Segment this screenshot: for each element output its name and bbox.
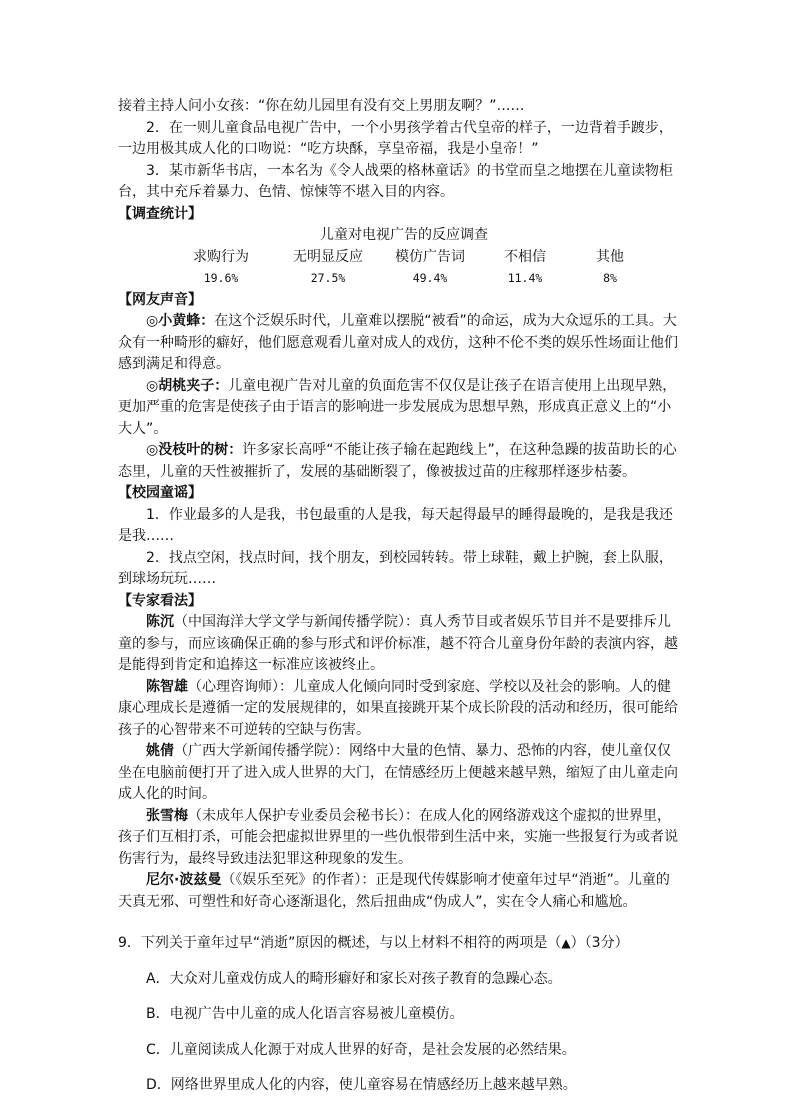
question-stem-text: 9．下列关于童年过早“消逝”原因的概述，与以上材料不相符的两项是（ xyxy=(118,935,562,951)
survey-label: 其他 xyxy=(596,248,624,265)
question-score: ）（3分） xyxy=(570,935,629,951)
expert-text: （广西大学新闻传播学院）：网络中大量的色情、暴力、恐怖的内容，使儿童仅仅坐在电脑前便打开了进入成人世界的大门，在情感经历上便越来越早熟，缩短了由儿童走向成人化的时间。 xyxy=(118,743,678,802)
intro-line: 接着主持人问小女孩：“你在幼儿园里有没有交上男朋友啊？”…… xyxy=(118,98,525,114)
survey-heading: 【调查统计】 xyxy=(118,205,202,222)
expert-opinion xyxy=(118,612,678,677)
expert-text: （心理咨询师）：儿童成人化倾向同时受到家庭、学校以及社会的影响。人的健康心理成长是遵循一定的发展规律的，如果直接跳开某个成长阶段的活动和经历，很可能给孩子的心智带来不可逆转的空缺与伤害。 xyxy=(118,678,678,738)
survey-value: 11.4% xyxy=(507,271,543,285)
survey-value: 8% xyxy=(603,271,617,285)
case-2: 2．在一则儿童食品电视广告中，一个小男孩学着古代皇帝的样子，一边背着手踱步，一边用极其成人化的口吻说：“吃方块酥，享皇帝福，我是小皇帝！” xyxy=(118,119,673,157)
netizen-comment xyxy=(118,440,678,483)
netizen-name: ◎没枝叶的树： xyxy=(146,442,243,458)
netizen-text: 儿童电视广告对儿童的负面危害不仅仅是让孩子在语言使用上出现早熟，更加严重的危害是使孩子由于语言的影响进一步发展成为思想早熟，形成真正意义上的“小大人”。 xyxy=(118,377,677,437)
rhyme-item: 1．作业最多的人是我，书包最重的人是我，每天起得最早的睡得最晚的，是我是我还是我…… xyxy=(118,506,673,544)
netizens-heading: 【网友声音】 xyxy=(118,291,202,308)
survey-value: 49.4% xyxy=(412,271,448,285)
expert-text: （未成年人保护专业委员会秘书长）：在成人化的网络游戏这个虚拟的世界里，孩子们互相打杀，可能会把虚拟世界里的一些仇恨带到生活中来，实施一些报复行为或者说伤害行为，最终导致违法犯罪这种现象的发生。 xyxy=(118,807,678,867)
document-page xyxy=(118,96,678,1111)
expert-name: 张雪梅 xyxy=(146,807,188,824)
expert-text: （中国海洋大学文学与新闻传播学院）：真人秀节目或者娱乐节目并不是要排斥儿童的参与，而应该确保正确的参与形式和评价标准，越不符合儿童身份年龄的表演内容，越是能得到肯定和追捧这一标准应该被终止。 xyxy=(118,614,678,673)
survey-value: 27.5% xyxy=(310,271,346,285)
rhyme-item: 2．找点空闲，找点时间，找个朋友，到校园转转。带上球鞋，戴上护腕，套上队服，到球场玩玩…… xyxy=(118,549,673,587)
expert-opinion xyxy=(118,806,678,871)
netizen-comment xyxy=(118,311,678,376)
expert-name: 姚倩 xyxy=(146,743,174,759)
netizen-comment xyxy=(118,376,678,441)
expert-text: （《娱乐至死》的作者）：正是现代传媒影响才使童年过早“消逝”。儿童的天真无邪、可塑性和好奇心逐渐退化，然后扭曲成“伪成人”，实在令人痛心和尴尬。 xyxy=(118,872,670,910)
expert-name: 陈智雄 xyxy=(146,678,188,695)
netizen-text: 在这个泛娱乐时代，儿童难以摆脱“被看”的命运，成为大众逗乐的工具。大众有一种畸形的癖好，他们愿意观看儿童对成人的戏仿，这种不伦不类的娱乐性场面让他们感到满足和得意。 xyxy=(118,313,678,372)
option-c: C．儿童阅读成人化源于对成人世界的好奇，是社会发展的必然结果。 xyxy=(146,1041,576,1058)
rhymes-heading: 【校园童谣】 xyxy=(118,485,202,501)
survey-label: 模仿广告词 xyxy=(395,248,465,265)
netizen-name: ◎胡桃夹子： xyxy=(146,377,229,394)
survey-labels-row xyxy=(118,247,678,269)
survey-values-row xyxy=(118,268,678,290)
question-stem xyxy=(118,933,678,955)
expert-opinion xyxy=(118,741,678,806)
expert-name: 陈沉 xyxy=(146,614,174,630)
expert-opinion xyxy=(118,870,678,913)
expert-name: 尼尔·波兹曼 xyxy=(146,872,222,888)
survey-label: 无明显反应 xyxy=(293,248,363,265)
netizen-text: 许多家长高呼“不能让孩子输在起跑线上”，在这种急躁的拔苗助长的心态里，儿童的天性被摧折了，发展的基础断裂了，像被拔过苗的庄稼那样逐步枯萎。 xyxy=(118,442,677,480)
netizen-name: ◎小黄蜂： xyxy=(146,313,215,329)
survey-label: 求购行为 xyxy=(193,248,249,265)
option-b: B．电视广告中儿童的成人化语言容易被儿童模仿。 xyxy=(146,1006,464,1022)
survey-value: 19.6% xyxy=(203,271,239,285)
experts-heading: 【专家看法】 xyxy=(118,592,202,609)
question-9 xyxy=(118,933,678,1097)
expert-opinion xyxy=(118,677,678,742)
case-3: 3．某市新华书店，一本名为《令人战栗的格林童话》的书堂而皇之地摆在儿童读物柜台，其中充斥着暴力、色情、惊悚等不堪入目的内容。 xyxy=(118,162,673,200)
survey-title: 儿童对电视广告的反应调查 xyxy=(320,227,488,243)
option-d: D．网络世界里成人化的内容，使儿童容易在情感经历上越来越早熟。 xyxy=(146,1077,577,1093)
survey-table xyxy=(118,225,678,290)
survey-label: 不相信 xyxy=(504,248,546,265)
option-a: A．大众对儿童戏仿成人的畸形癖好和家长对孩子教育的急躁心态。 xyxy=(146,970,562,987)
answer-blank-triangle-icon: ▲ xyxy=(561,936,571,950)
